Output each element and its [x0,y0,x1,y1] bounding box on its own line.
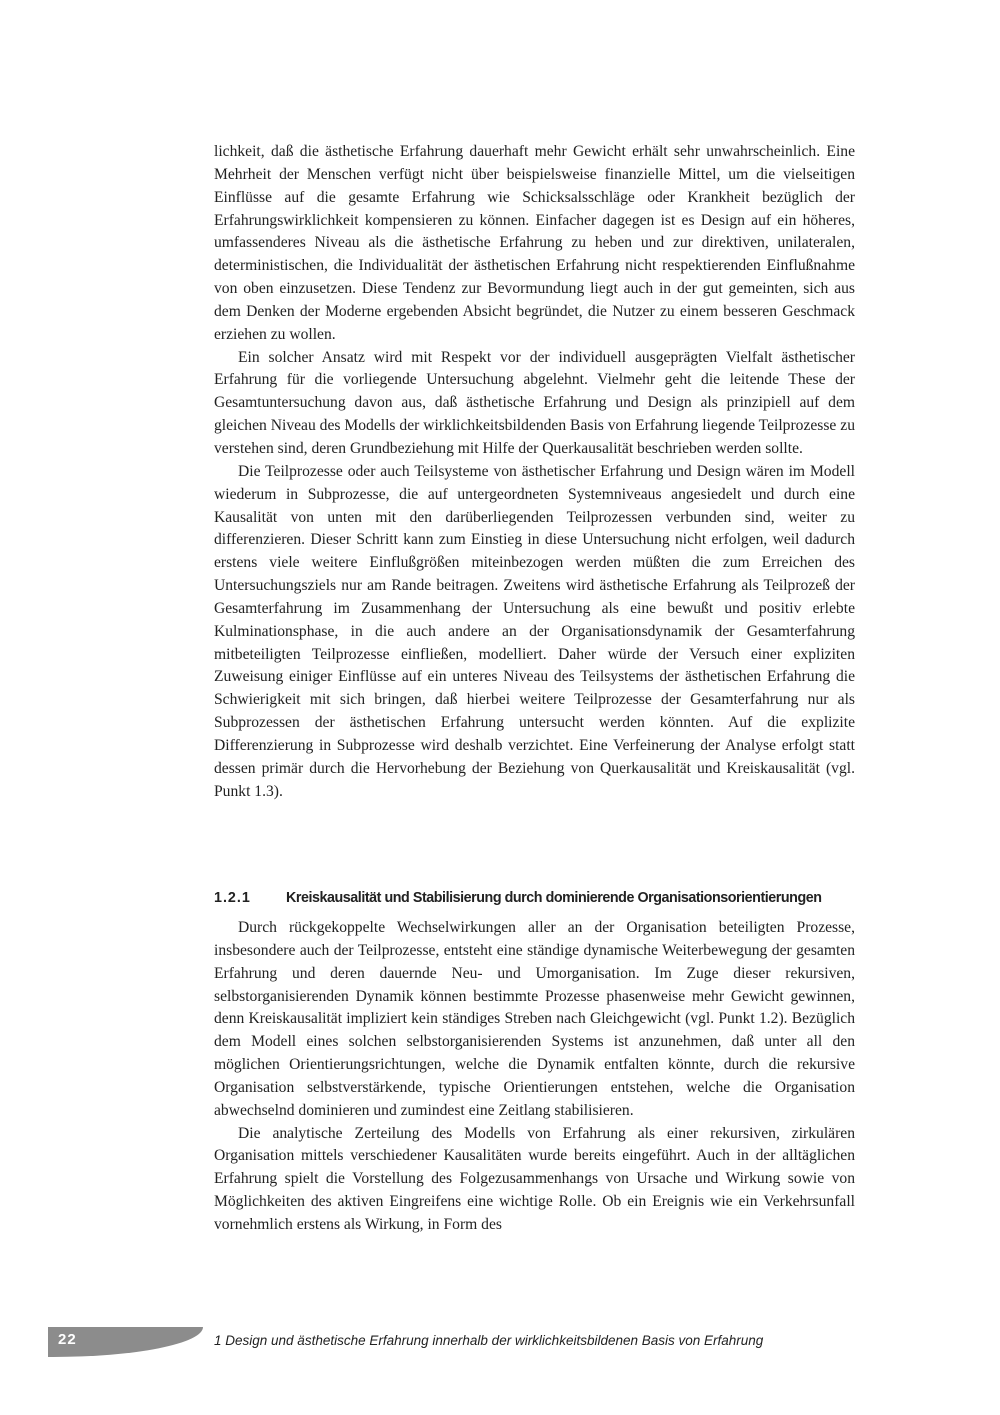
paragraph: Die analytische Zerteilung des Modells von Erfahrung als einer rekursiven, zirkulären Organisation mittels verschiedener Kausalitäten wurde bereits eingeführt. Auch in der alltäglichen Erfahrung spielt die Vorstellung des Folgezusammenhangs von Ursache und Wirkung sowie von Möglichkeiten des aktiven Eingreifens eine wichtige Rolle. Ob ein Ereignis wie ein Verkehrsunfall vornehmlich erstens als Wirkung, in Form des [214,1124,855,1233]
body-text-bottom [214,917,855,1237]
paragraph: Durch rückgekoppelte Wechselwirkungen aller an der Organisation beteiligten Prozesse, insbesondere auch der Teilprozesse, entsteht eine ständige dynamische Weiterbewegung der gesamten Erfahrung und deren dauernde Neu- und Umorganisation. Im Zuge dieser rekursiven, selbstorganisierenden Dynamik können bestimmte Prozesse phasenweise mehr Gewicht gewinnen, denn Kreiskausalität impliziert kein ständiges Streben nach Gleichgewicht (vgl. Punkt 1.2). Bezüglich dem Modell eines solchen selbstorganisierenden Systems ist anzunehmen, daß unter all den möglichen Orientierungsrichtungen, welche die Dynamik entfalten könnte, durch die rekursive Organisation selbstverstärkende, typische Orientierungen entstehen, welche die Organisation abwechselnd dominieren und zumindest eine Zeitlang stabilisieren. [214,919,855,1119]
section-heading [214,890,874,906]
section-title: Kreiskausalität und Stabilisierung durch dominierende Organisationsorientierungen [286,890,822,906]
paragraph: Ein solcher Ansatz wird mit Respekt vor der individuell ausgeprägten Vielfalt ästhetischer Erfahrung für die vorliegende Untersuchung abgelehnt. Vielmehr geht die leitende These der Gesamtuntersuchung davon aus, daß ästhetische Erfahrung und Design als prinzipiell auf dem gleichen Niveau des Modells der wirklichkeitsbildenden Basis von Erfahrung liegende Teilprozesse zu verstehen sind, deren Grundbeziehung mit Hilfe der Querkausalität beschrieben werden sollte. [214,348,855,457]
paragraph: lichkeit, daß die ästhetische Erfahrung dauerhaft mehr Gewicht erhält sehr unwahrscheinlich. Eine Mehrheit der Menschen verfügt nicht über beispielsweise finanzielle Mittel, um die vielseitigen Einflüsse auf die gesamte Erfahrung wie Schicksalsschläge oder Krankheit bezüglich der Erfahrungswirklichkeit kompensieren zu können. Einfacher dagegen ist es Design auf ein höheres, umfassenderes Niveau als die ästhetische Erfahrung zu heben und zur direktiven, unilateralen, deterministischen, die Individualität der ästhetischen Erfahrung nicht respektierenden Einflußnahme von oben einzusetzen. Diese Tendenz zur Bevormundung liegt auch in der gut gemeinten, sich aus dem Denken der Moderne ergebenden Absicht begründet, die Nutzer zu einem besseren Geschmack erziehen zu wollen. [214,143,855,343]
section-number: 1.2.1 [214,890,251,906]
paragraph: Die Teilprozesse oder auch Teilsysteme von ästhetischer Erfahrung und Design wären im Modell wiederum in Subprozesse, die auf untergeordneten Systemniveaus angesiedelt und durch eine Kausalität von unten mit den darüberliegenden Teilprozessen verbunden sind, weiter zu differenzieren. Dieser Schritt kann zum Einstieg in diese Untersuchung nicht erfolgen, weil dadurch erstens viele weitere Einflußgrößen miteinbezogen werden müßten die zum Erreichen des Untersuchungsziels nur am Rande beitragen. Zweitens wird ästhetische Erfahrung als Teilprozeß der Gesamterfahrung im Zusammenhang der Untersuchung als eine bewußt und positiv erlebte Kulminationsphase, in die auch andere an der Organisationsdynamik der Gesamterfahrung mitbeteiligten Teilprozesse einfließen, modelliert. Daher würde der Versuch einer expliziten Zuweisung einiger Einflüsse auf ein unteres Niveau des Teilsystems der ästhetischen Erfahrung die Schwierigkeit mit sich bringen, daß hierbei weitere Teilprozesse der Gesamterfahrung nur als Subprozessen der ästhetischen Erfahrung untersucht werden könnten. Auf die explizite Differenzierung in Subprozesse wird deshalb verzichtet. Eine Verfeinerung der Analyse erfolgt statt dessen primär durch die Hervorhebung der Beziehung von Querkausalität und Kreiskausalität (vgl. Punkt 1.3). [214,462,855,800]
running-footer: 1 Design und ästhetische Erfahrung innerhalb der wirklichkeitsbildenen Basis von Erfahrung [214,1333,764,1348]
page-number: 22 [58,1331,77,1348]
body-text-top [214,141,855,803]
